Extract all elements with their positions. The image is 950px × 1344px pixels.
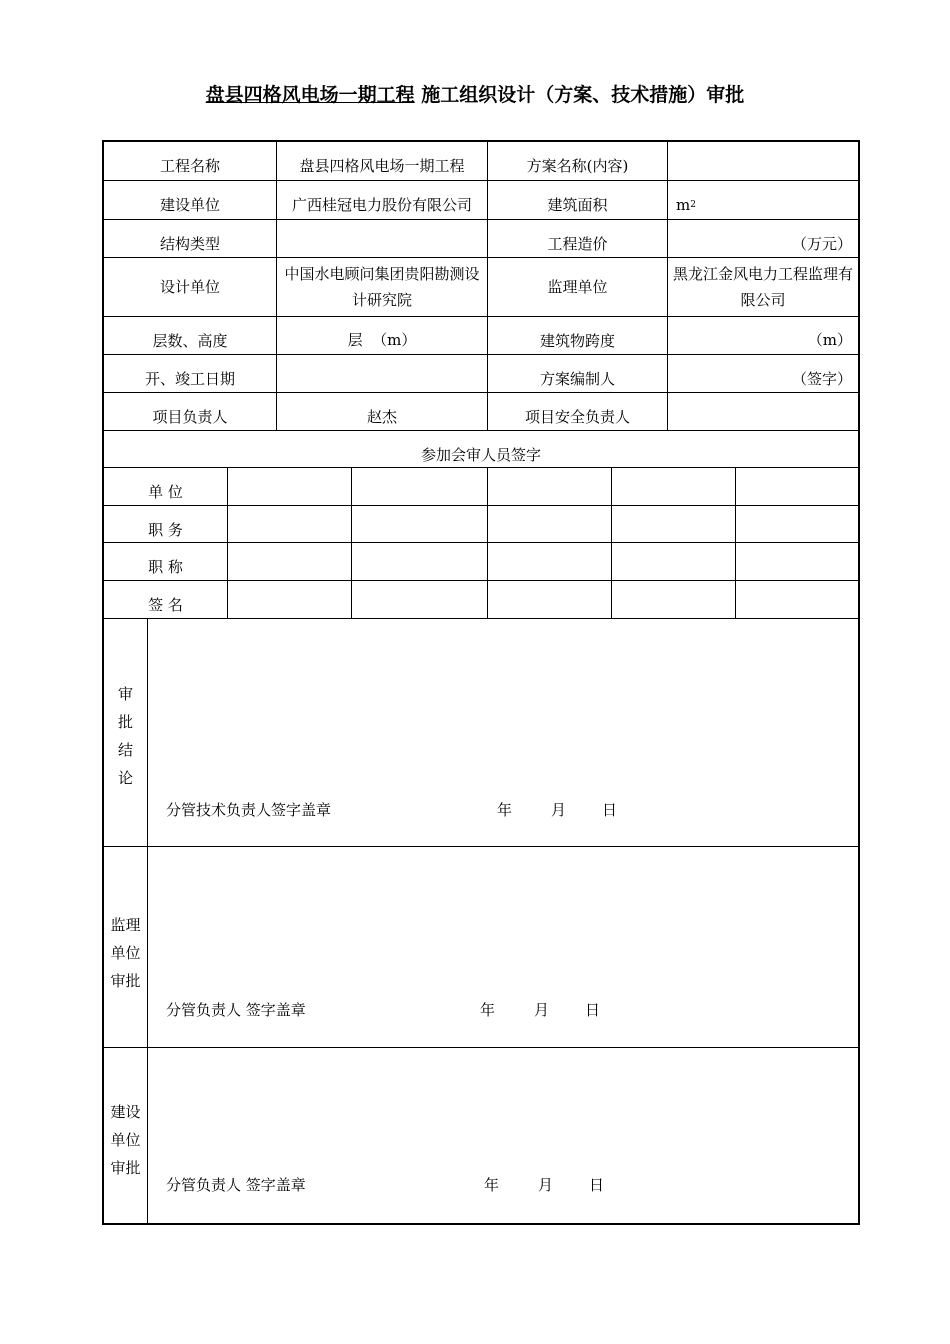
approval-1-day: 日: [602, 801, 618, 819]
floors-value: 层 （m）: [347, 331, 417, 349]
author-label: 方案编制人: [539, 370, 615, 388]
supervisor-value: 黑龙江金风电力工程监理有限公司: [672, 265, 853, 309]
floors-label: 层数、高度: [152, 332, 228, 350]
review-row-title: 职 称: [148, 558, 183, 576]
span-label: 建筑物跨度: [539, 332, 615, 350]
supervisor-approval-label: [104, 911, 147, 995]
title-doc-name: 施工组织设计（方案、技术措施）审批: [414, 84, 745, 106]
label-line: 建设: [110, 1103, 141, 1121]
label-line: 审批: [110, 1159, 141, 1177]
approval-conclusion-label: [104, 680, 147, 792]
title-project-name: 盘县四格风电场一期工程: [205, 84, 415, 106]
label-line: 审: [117, 685, 133, 703]
label-line: 批: [117, 713, 133, 731]
label-line: 监理: [110, 916, 141, 934]
area-unit-sup: 2: [690, 200, 696, 210]
col-line: [735, 467, 736, 618]
col-line: [227, 467, 228, 618]
approval-2-month: 月: [534, 1001, 550, 1019]
review-row-duty: 职 务: [148, 521, 183, 539]
page-title: [0, 80, 950, 107]
approval-1-signer: 分管技术负责人签字盖章: [166, 801, 332, 819]
structure-value: [277, 220, 487, 257]
review-row-signature: 签 名: [148, 596, 183, 614]
review-row-unit: 单 位: [148, 483, 183, 501]
area-label: 建筑面积: [547, 196, 608, 214]
label-line: 单位: [110, 944, 141, 962]
supervisor-label: 监理单位: [547, 278, 608, 296]
builder-approval-label: [104, 1098, 147, 1182]
approval-1-year: 年: [497, 801, 513, 819]
designer-label: 设计单位: [159, 278, 220, 296]
structure-label: 结构类型: [159, 235, 220, 253]
plan-name-label: 方案名称(内容): [526, 157, 629, 175]
dates-label: 开、竣工日期: [144, 370, 235, 388]
approval-3-day: 日: [589, 1176, 605, 1194]
area-unit: m: [676, 196, 691, 214]
review-header: 参加会审人员签字: [420, 446, 541, 464]
pm-label: 项目负责人: [152, 408, 228, 426]
approval-form-table: [102, 140, 860, 1225]
col-line: [147, 618, 148, 1223]
approval-1-month: 月: [551, 801, 567, 819]
plan-name-value: [668, 142, 858, 180]
col-line: [611, 467, 612, 618]
pm-value: 赵杰: [366, 408, 397, 426]
cost-label: 工程造价: [547, 235, 608, 253]
safety-label: 项目安全负责人: [524, 408, 630, 426]
approval-2-year: 年: [480, 1001, 496, 1019]
author-note: （签字）: [791, 370, 852, 388]
label-line: 单位: [110, 1131, 141, 1149]
designer-value: 中国水电顾问集团贵阳勘测设计研究院: [284, 265, 480, 309]
safety-value: [668, 393, 858, 430]
col-line: [351, 467, 352, 618]
row-line: [104, 1047, 858, 1048]
label-line: 论: [117, 769, 133, 787]
project-name-label: 工程名称: [159, 157, 220, 175]
approval-3-signer: 分管负责人 签字盖章: [166, 1176, 306, 1194]
builder-value: 广西桂冠电力股份有限公司: [291, 196, 472, 214]
approval-2-day: 日: [585, 1001, 601, 1019]
approval-3-month: 月: [538, 1176, 554, 1194]
builder-label: 建设单位: [159, 196, 220, 214]
project-name-value: 盘县四格风电场一期工程: [299, 157, 465, 175]
approval-3-year: 年: [484, 1176, 500, 1194]
approval-2-signer: 分管负责人 签字盖章: [166, 1001, 306, 1019]
dates-value: [277, 355, 487, 392]
col-line: [487, 467, 488, 618]
cost-unit: （万元）: [791, 235, 852, 253]
span-unit: （m）: [807, 331, 852, 349]
label-line: 结: [117, 741, 133, 759]
row-line: [104, 846, 858, 847]
label-line: 审批: [110, 972, 141, 990]
